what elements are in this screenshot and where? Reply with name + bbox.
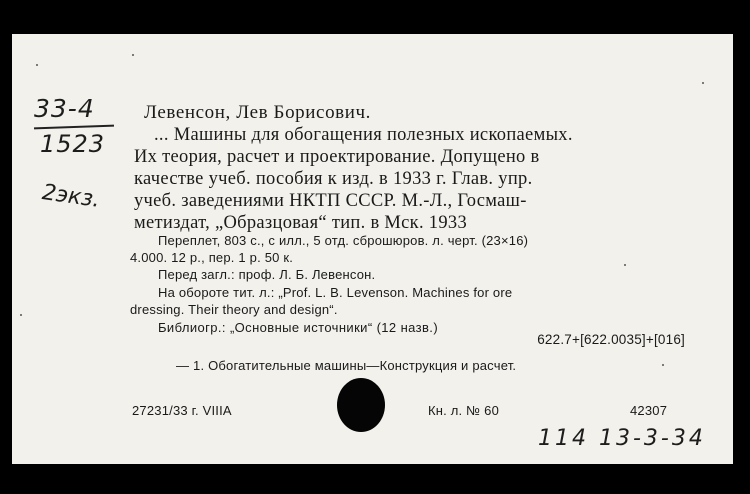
copies-mark: 2экз. — [40, 180, 102, 213]
author-heading: Левенсон, Лев Борисович. — [144, 102, 372, 123]
title-line: ... Машины для обогащения полезных ископаемых. — [154, 125, 573, 145]
subject-heading: — 1. Обогатительные машины—Конструкция и расчет. — [176, 358, 517, 373]
title-line: учеб. заведениями НКТП СССР. М.-Л., Госмаш- — [134, 191, 527, 211]
paper-speck — [132, 54, 134, 56]
shelf-mark-top: 33-4 — [34, 94, 95, 123]
note-line: dressing. Their theory and design“. — [130, 302, 338, 317]
catalog-card — [12, 34, 733, 464]
date-mark: 114 13-3-34 — [538, 426, 706, 451]
card-number: 27231/33 г. VIIIA — [132, 403, 232, 418]
catalog-label: Кн. л. № 60 — [428, 403, 500, 418]
paper-speck — [702, 82, 704, 84]
shelf-mark-bottom: 1523 — [40, 130, 106, 158]
paper-speck — [624, 264, 626, 266]
physical-description: Переплет, 803 с., с илл., 5 отд. сброшюров. л. черт. (23×16) — [158, 233, 529, 248]
title-line: Их теория, расчет и проектирование. Допущено в — [134, 147, 540, 167]
record-number: 42307 — [630, 403, 668, 418]
paper-speck — [662, 364, 664, 366]
paper-speck — [36, 64, 38, 66]
title-line: метиздат, „Образцовая“ тип. в Мск. 1933 — [134, 213, 468, 233]
note-line: Перед загл.: проф. Л. Б. Левенсон. — [158, 267, 376, 282]
paper-speck — [20, 314, 22, 316]
title-line: качестве учеб. пособия к изд. в 1933 г. Глав. упр. — [134, 169, 533, 189]
note-line: На обороте тит. л.: „Prof. L. B. Levenson. Machines for ore — [158, 285, 513, 300]
physical-description: 4.000. 12 р., пер. 1 р. 50 к. — [130, 250, 294, 265]
classification-code: 622.7+[622.0035]+[016] — [537, 332, 685, 347]
shelf-mark-divider — [34, 125, 114, 130]
bibliography-note: Библиогр.: „Основные источники“ (12 назв.) — [158, 320, 439, 335]
punch-hole — [337, 378, 385, 432]
